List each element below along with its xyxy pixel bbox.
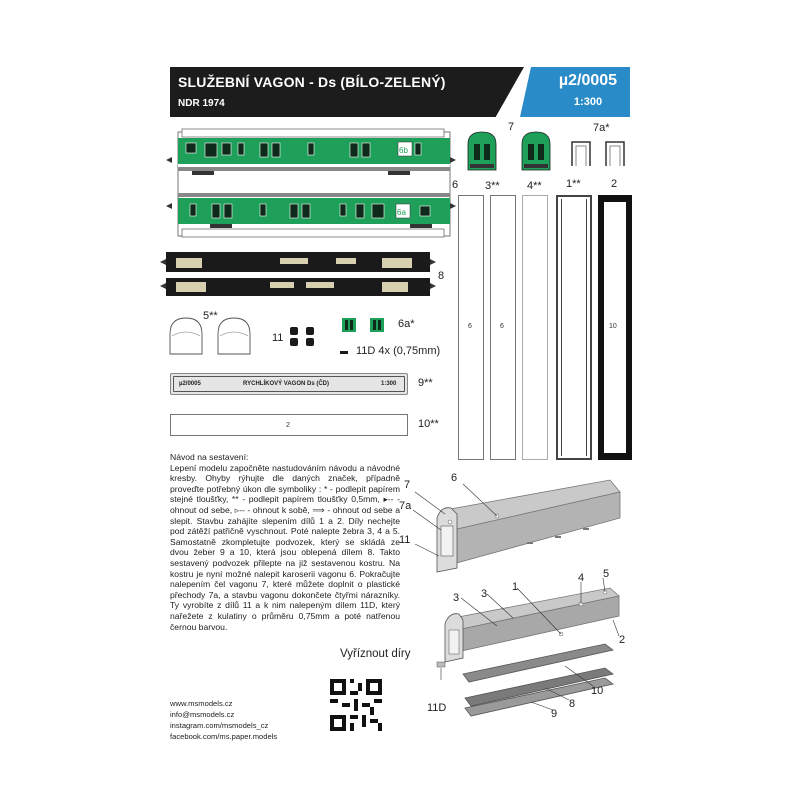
contact-instagram[interactable]: instagram.com/msmodels_cz	[170, 721, 269, 730]
cut-holes-note: Vyříznout díry	[340, 648, 411, 660]
strip-3-num: 6	[500, 323, 504, 330]
instructions-body: Lepení modelu započněte nastudováním návodu a návodné kresby. Ohyby rýhujte dle daných značek, případně proveďte potřebný úkon dle symboliky : * - podlepit papírem stejné tloušťky, ** - podlepit papírem tloušťky 0,5mm, ▸-- - ohnout od sebe, ▹-- - ohnout k sobě, ⟹ - ohnout od sebe a slepit. Stavbu zahájíte slepením dílů 1 a 2. Díly nechejte pod zátěží patřičně vyschnout. Poté nalepte žebra 3, 4 a 5. Samostatně zkompletujte podvozek, který se skládá ze dvou žeber 9 a 10, která jsou oblepená dílem 8. Takto sestavený podvozek přilepte na již sestavenou kostru. Na kostru je nyní možné nalepit karoserii vagonu 6. Pokračujte nalepením čel vagonu 7, které můžete doplnit o plastické přechody 7a, a stavbu vagonu dokončete čtyřmi nárazníky. Ty vyrobíte z dílů 11 a k nim nalepeným dílem 11D, který nařežete z kulatiny o průměru 0,75mm a poté natřenou černou barvou.	[170, 462, 400, 632]
model-code: µ2/0005	[558, 72, 618, 89]
part-label-11: 11	[272, 332, 284, 344]
diagram-label-3b: 3	[481, 588, 488, 600]
diagram-label-3a: 3	[453, 592, 460, 604]
part-label-3: 3**	[485, 180, 500, 192]
car-mark-upper: 6b	[399, 146, 408, 155]
part-label-5: 5**	[203, 310, 218, 322]
part-label-6: 6	[452, 179, 459, 191]
diagram-label-9: 9	[551, 708, 558, 720]
assembly-instructions	[170, 452, 400, 632]
diagram-label-11: 11	[399, 534, 411, 546]
diagram-label-1: 1	[512, 581, 519, 593]
label-card-9	[170, 373, 408, 395]
car-mark-lower: 6a	[397, 208, 406, 217]
instructions-title: Návod na sestavení:	[170, 452, 249, 462]
qr-code	[330, 679, 382, 731]
strip-6-num: 6	[468, 323, 472, 330]
buffers-11	[288, 326, 320, 348]
model-scale: 1:300	[573, 96, 603, 108]
diagram-label-10: 10	[591, 685, 604, 697]
model-subtitle: NDR 1974	[178, 98, 225, 109]
diagram-label-7a: 7a	[399, 500, 412, 512]
strip-2-num: 10	[609, 323, 617, 330]
model-title: SLUŽEBNÍ VAGON - Ds (BÍLO-ZELENÝ)	[178, 74, 446, 90]
assembly-diagram	[405, 470, 635, 720]
part-label-1: 1**	[566, 178, 581, 190]
underframe-strips	[160, 246, 440, 302]
strip-1	[556, 195, 592, 460]
part-label-4: 4**	[527, 180, 542, 192]
rod-11d-swatch	[340, 351, 348, 354]
diagram-label-2: 2	[619, 634, 626, 646]
diagram-label-5: 5	[603, 568, 610, 580]
diagram-part-11d	[437, 662, 445, 667]
diagram-label-6: 6	[451, 472, 458, 484]
part-label-10: 10**	[418, 418, 439, 430]
label-card-name: RYCHLÍKOVÝ VAGON Ds (ČD)	[243, 381, 330, 387]
diagram-label-4: 4	[578, 572, 585, 584]
contacts	[170, 698, 277, 742]
contact-email[interactable]: info@msmodels.cz	[170, 710, 235, 719]
diagram-label-7: 7	[404, 479, 411, 491]
part-label-6a: 6a*	[398, 318, 415, 330]
label-card-scale: 1:300	[381, 381, 397, 387]
contact-web[interactable]: www.msmodels.cz	[170, 699, 233, 708]
transitions-7a	[568, 136, 630, 168]
part-label-11d: 11D 4x (0,75mm)	[356, 345, 441, 357]
diagram-body	[437, 480, 620, 572]
part-label-2: 2	[611, 178, 618, 190]
part-label-7: 7	[508, 121, 515, 133]
ribs-5	[168, 316, 258, 356]
contact-facebook[interactable]: facebook.com/ms.paper.models	[170, 732, 278, 741]
strip-4	[522, 195, 548, 460]
car-end-pieces	[462, 130, 562, 172]
part-label-8: 8	[438, 270, 445, 282]
doors-6a	[340, 316, 390, 334]
car-body-sides	[160, 128, 460, 240]
label-card-code: µ2/0005	[179, 381, 201, 387]
part-label-7a: 7a*	[593, 122, 610, 134]
strip-10-num: 2	[286, 422, 290, 429]
diagram-label-11d: 11D	[427, 702, 447, 714]
part-label-9: 9**	[418, 377, 433, 389]
diagram-label-8: 8	[569, 698, 576, 710]
